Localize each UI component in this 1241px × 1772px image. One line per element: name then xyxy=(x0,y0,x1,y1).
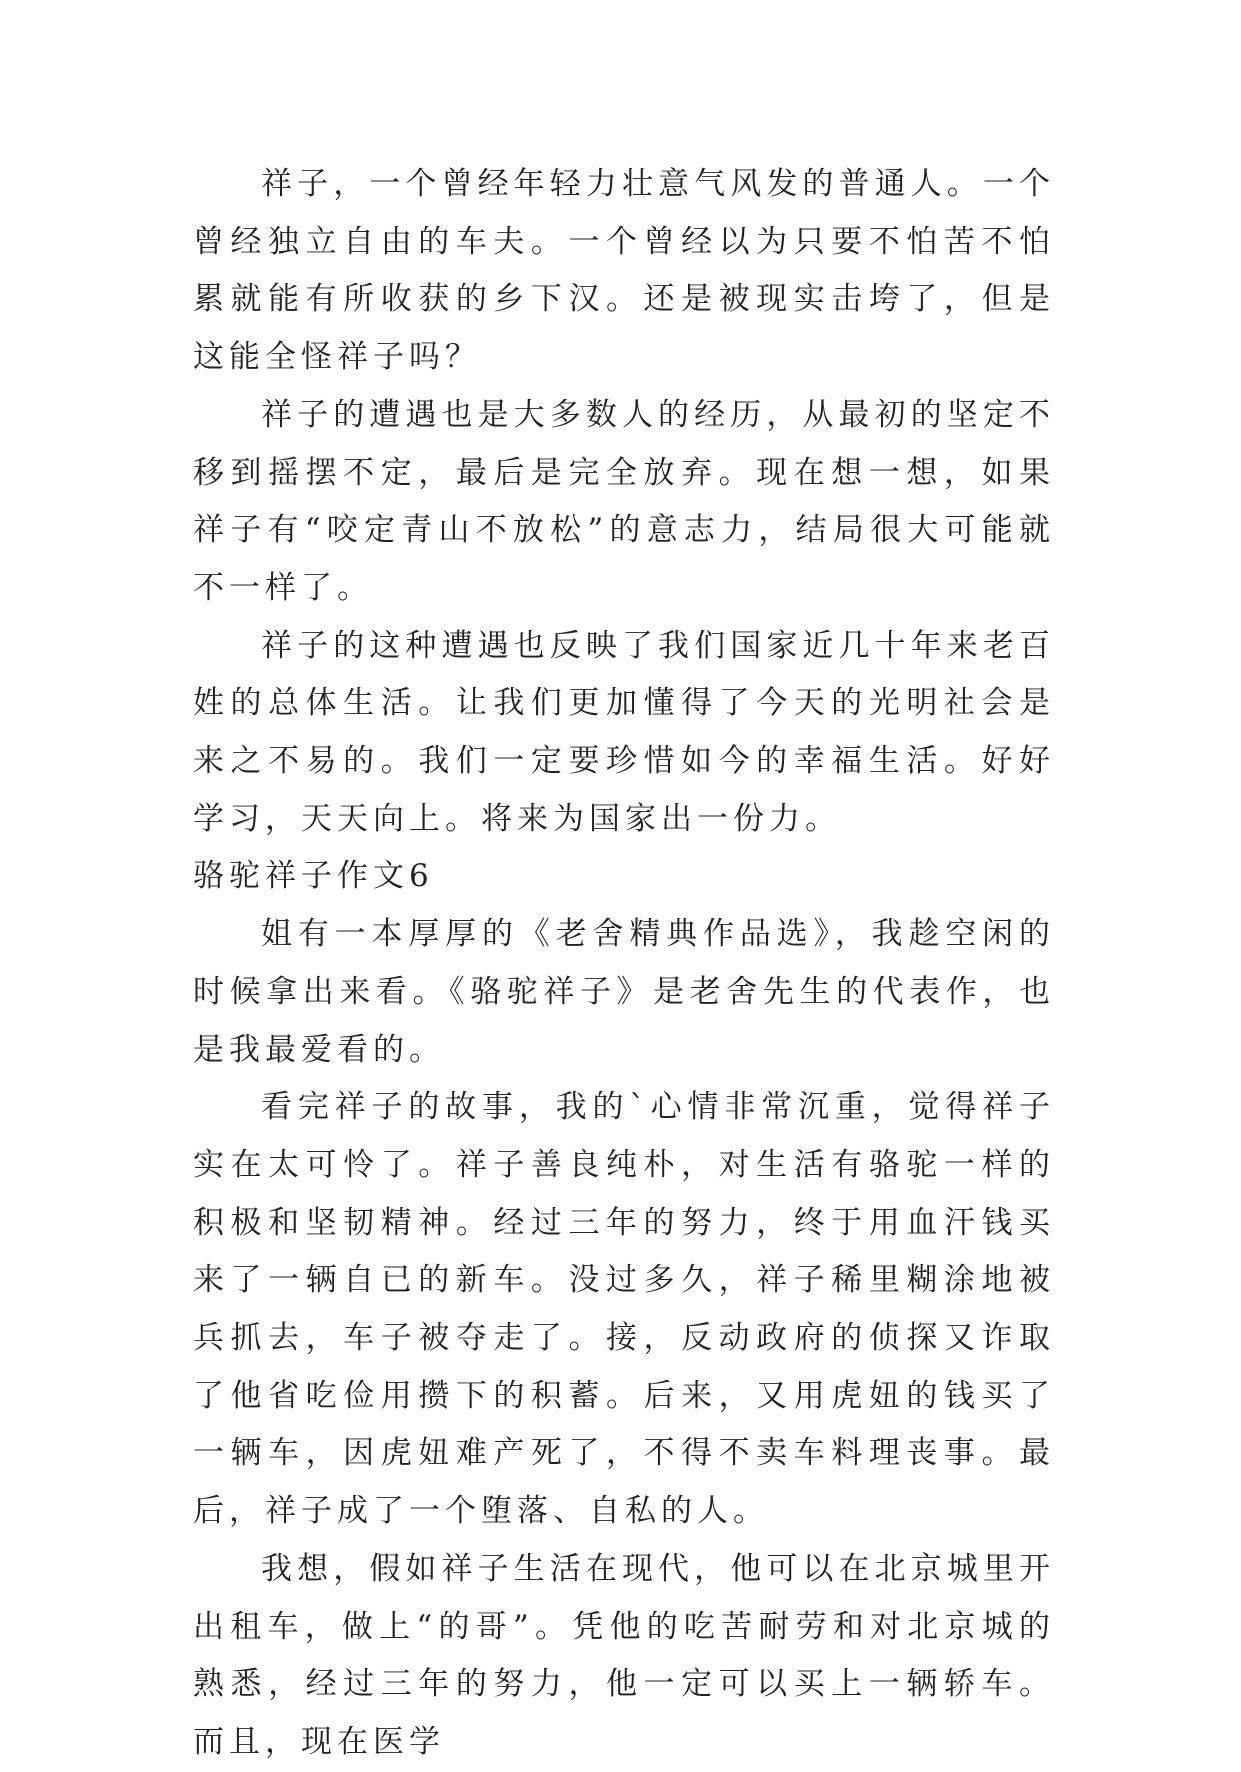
paragraph-2: 祥子的遭遇也是大多数人的经历，从最初的坚定不移到摇摆不定，最后是完全放弃。现在想一想，如果祥子有“咬定青山不放松”的意志力，结局很大可能就不一样了。 xyxy=(193,396,1055,606)
section-heading: 骆驼祥子作文6 xyxy=(193,858,434,895)
paragraph-5: 看完祥子的故事，我的`心情非常沉重，觉得祥子实在太可怜了。祥子善良纯朴，对生活有骆驼一样的积极和坚韧精神。经过三年的努力，终于用血汗钱买来了一辆自已的新车。没过多久，祥子稀里糊涂地被兵抓去，车子被夺走了。接，反动政府的侦探又诈取了他省吃俭用攒下的积蓄。后来，又用虎妞的钱买了一辆车，因虎妞难产死了，不得不卖车料理丧事。最后，祥子成了一个堕落、自私的人。 xyxy=(193,1089,1055,1530)
paragraph-1: 祥子，一个曾经年轻力壮意气风发的普通人。一个曾经独立自由的车夫。一个曾经以为只要不怕苦不怕累就能有所收获的乡下汉。还是被现实击垮了，但是这能全怪祥子吗？ xyxy=(193,166,1055,376)
paragraph-4: 姐有一本厚厚的《老舍精典作品选》，我趁空闲的时候拿出来看。《骆驼祥子》是老舍先生的代表作，也是我最爱看的。 xyxy=(193,916,1055,1068)
paragraph-6: 我想，假如祥子生活在现代，他可以在北京城里开出租车，做上“的哥”。凭他的吃苦耐劳和对北京城的熟悉，经过三年的努力，他一定可以买上一辆轿车。而且，现在医学 xyxy=(193,1550,1055,1760)
document-page xyxy=(193,156,1055,1772)
paragraph-3: 祥子的这种遭遇也反映了我们国家近几十年来老百姓的总体生活。让我们更加懂得了今天的光明社会是来之不易的。我们一定要珍惜如今的幸福生活。好好学习，天天向上。将来为国家出一份力。 xyxy=(193,627,1055,837)
